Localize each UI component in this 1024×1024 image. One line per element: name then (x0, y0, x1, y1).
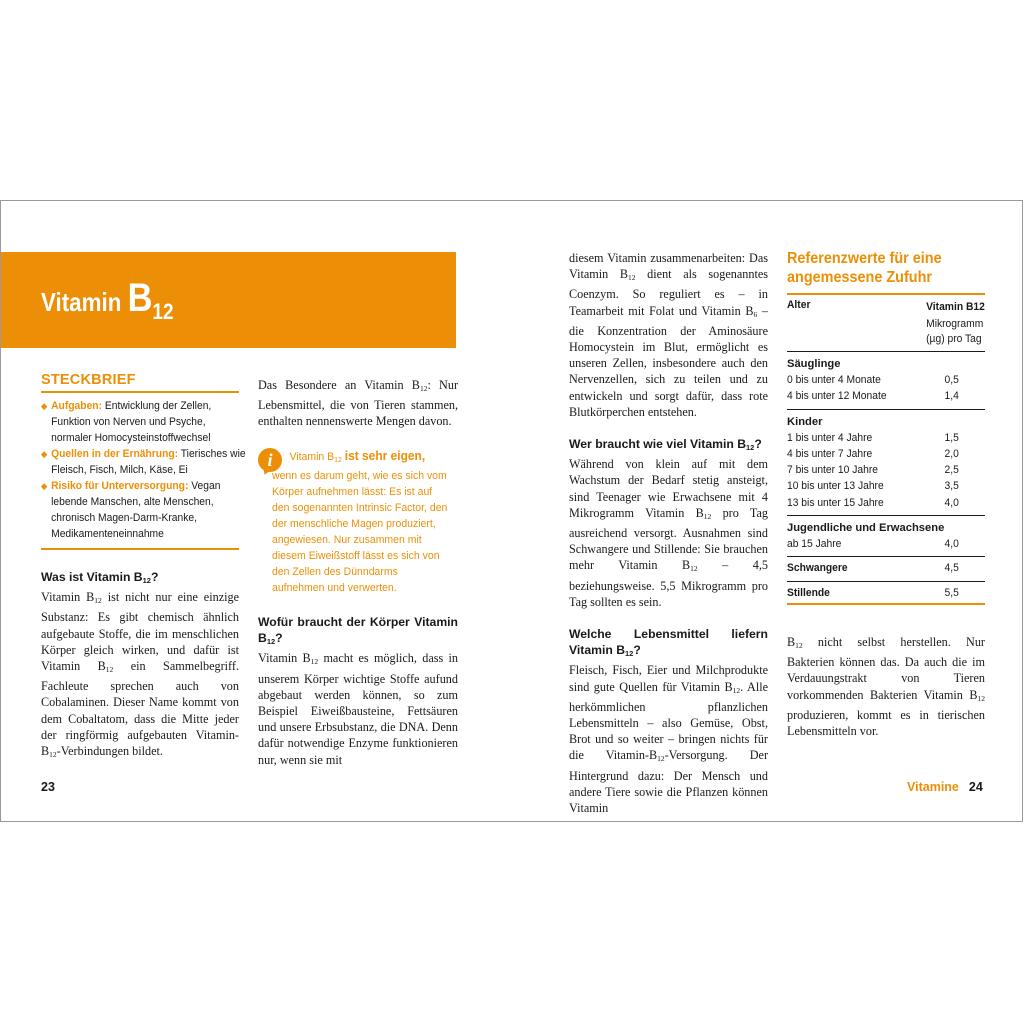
table-row (787, 536, 985, 552)
row-value: 5,5 (944, 586, 959, 599)
row-value: 4,5 (944, 562, 959, 575)
subscript-number: 12 (419, 384, 428, 393)
row-value: 4,0 (944, 496, 959, 509)
table-row (787, 582, 985, 601)
row-age: ab 15 Jahre (787, 538, 842, 551)
table-row (787, 462, 985, 478)
title-letter: B (127, 276, 153, 320)
subscript-number: 12 (625, 649, 634, 659)
body-text: Das Besondere an Vitamin B12: Nur Lebensmittel, die von Tieren stammen, enthalten nennenswerte Mengen davon. (258, 378, 459, 429)
table-row (787, 388, 985, 404)
steckbrief-item-label: Risiko für Unterversorgung: (51, 480, 189, 492)
reference-header (787, 295, 985, 347)
running-footer (907, 780, 983, 794)
table-row (787, 372, 985, 388)
subscript-number: 12 (690, 564, 698, 574)
column-1 (41, 569, 239, 763)
steckbrief-item-text: Tierisches wie Fleisch, Fisch, Milch, Käse, Ei (51, 448, 246, 476)
steckbrief-item (41, 446, 248, 478)
row-value: 3,5 (944, 480, 959, 493)
diamond-bullet-icon: ◆ (41, 449, 48, 459)
subscript-number: 12 (795, 641, 803, 650)
reference-title-line: Referenzwerte für eine (787, 250, 942, 267)
subscript-number: 12 (657, 754, 665, 764)
subscript-number: 6 (753, 309, 758, 319)
row-age: 4 bis unter 12 Monate (787, 390, 887, 403)
header-age: Alter (787, 299, 811, 311)
header-value-block (926, 299, 985, 347)
steckbrief-rule (41, 548, 239, 550)
row-value: 2,0 (944, 447, 959, 460)
subscript-number: 12 (49, 750, 57, 760)
info-body: wenn es darum geht, wie es sich vom Körper aufnehmen lässt: Es ist auf den sogenannten Intrinsic Factor, den der menschliche Magen produziert, angewiesen. Nur zusammen mit diesem Eiweißstoff lässt es sich von den Zellen des Dünndarms aufnehmen und verwerten. (272, 470, 448, 594)
row-value: 0,5 (944, 374, 959, 386)
row-age: 10 bis unter 13 Jahre (787, 480, 884, 493)
steckbrief-item-label: Quellen in der Ernährung: (51, 448, 179, 460)
column-2-lower (258, 614, 458, 768)
title-main: Vitamin (41, 287, 128, 317)
title-subscript: 12 (152, 299, 174, 324)
reference-rule-bottom (787, 603, 985, 605)
row-value: 1,5 (944, 431, 959, 444)
column-2-intro (258, 377, 458, 430)
section-heading: Wer braucht wie viel Vitamin B12? (569, 437, 762, 453)
diamond-bullet-icon: ◆ (41, 401, 48, 411)
reference-title (787, 249, 971, 293)
reference-table (787, 249, 985, 605)
steckbrief-list (41, 398, 246, 542)
column-4 (787, 634, 985, 739)
row-age: 4 bis unter 7 Jahre (787, 447, 873, 460)
info-lead: Vitamin B12 (289, 451, 342, 464)
section-heading: Welche Lebensmittel liefern Vitamin B12? (569, 627, 768, 659)
subscript-number: 12 (977, 693, 985, 703)
row-value: 2,5 (944, 464, 959, 477)
body-text: Während von klein auf mit dem Wachstum der Bedarf stetig ansteigt, sind Teenager wie Erwachsene mit 4 Mikrogramm Vitamin B12 pro Tag ausreichend versorgt. Ausnahmen sind Schwangere und Stillende: Sie brauchen mehr Vitamin B12 – 4,5 beziehungsweise. 5,5 Mikrogramm pro Tag sollten es sein. (569, 457, 768, 609)
steckbrief-item-text: Vegan lebende Manschen, alte Menschen, chronisch Magen-Darm-Kranke, Medikamenteneinnahme (51, 480, 221, 540)
row-value: 1,4 (944, 390, 959, 403)
subscript-number: 12 (142, 576, 151, 585)
info-text (272, 448, 452, 596)
subscript-number: 12 (746, 443, 755, 453)
body-text: Vitamin B12 macht es möglich, dass in unserem Körper wichtige Stoffe aufund abgebaut werden können, so zum Beispiel Eiweißbausteine, Fettsäuren und unsere Erbsubstanz, die DNA. Denn dafür notwendige Enzyme funktionieren nur, wenn sie mit (258, 651, 459, 767)
steckbrief-item-label: Aufgaben: (51, 400, 103, 412)
info-box (258, 448, 458, 596)
column-3 (569, 250, 768, 816)
group-heading: Jugendliche und Erwachsene (787, 522, 945, 535)
body-text: diesem Vitamin zusammenarbeiten: Das Vitamin B12 dient als sogenanntes Coenzym. So reguliert es – in Teamarbeit mit Folat und Vitamin B6 – die Konzentration der Aminosäure Homocystein im Blut, ermöglicht es unseren Zellen, insbesondere auch den Nervenzellen, sich zu teilen und zu entwickeln und sorgt dafür, dass rote Blutkörperchen entstehen. (569, 251, 768, 419)
row-age: 7 bis unter 10 Jahre (787, 464, 878, 477)
section-name: Vitamine (907, 780, 959, 794)
subscript-number: 12 (703, 511, 712, 521)
body-text: B12 nicht selbst herstellen. Nur Bakterien können das. Da auch die im Verdauungstrakt von Tieren vorkommenden Bakterien Vitamin B12 produzieren, kommt es in tierischen Lebensmitteln vor. (787, 635, 985, 739)
section-heading: Was ist Vitamin B12? (41, 570, 159, 585)
page-number-right: 24 (968, 780, 983, 794)
body-text: Fleisch, Fisch, Eier und Milchprodukte sind gute Quellen für Vitamin B12. Alle herkömmlichen pflanzlichen Lebensmitteln – also Gemüse, Obst, Brot und so weiter – bringen nichts für die Vitamin-B12-Versorgung. Der Hintergrund dazu: Der Mensch und andere Tiere sowie die Pflanzen können Vitamin (569, 663, 769, 816)
row-age: Schwangere (787, 562, 848, 575)
table-row (787, 557, 985, 576)
title-band (1, 252, 456, 348)
steckbrief-heading: STECKBRIEF (41, 372, 239, 393)
header-unit: Mikrogramm (µg) pro Tag (926, 318, 984, 345)
steckbrief-item (41, 478, 248, 542)
steckbrief-box (41, 372, 246, 550)
subscript-number: 12 (105, 665, 114, 675)
info-icon: i (258, 448, 282, 472)
page-number-left: 23 (41, 780, 55, 794)
body-text: Vitamin B12 ist nicht nur eine einzige Substanz: Es gibt chemisch ähnlich aufgebaute Stoffe, die im menschlichen Körper gleich wirken, und dafür ist Vitamin B12 ein Sammelbegriff. Fachleute sprechen auch von Cobalaminen. Dieser Name kommt von dem Cobaltatom, dass die Mitte jeder der ringförmig aufgebauten Vitamin-B12-Verbindungen bildet. (41, 590, 239, 760)
table-row (787, 430, 985, 446)
subscript-number: 12 (334, 455, 342, 464)
group-heading: Säuglinge (787, 358, 841, 370)
row-age: 0 bis unter 4 Monate (787, 374, 881, 386)
section-heading: Wofür braucht der Körper Vitamin B12? (258, 615, 458, 647)
table-row (787, 495, 985, 511)
row-value: 4,0 (944, 538, 959, 551)
steckbrief-item-text: Entwicklung der Zellen, Funktion von Nerven und Psyche, normaler Homocysteinstoffwechsel (51, 400, 212, 444)
row-age: 1 bis unter 4 Jahre (787, 431, 873, 444)
page-title (41, 276, 174, 324)
row-age: 13 bis unter 15 Jahre (787, 496, 884, 509)
table-row (787, 446, 985, 462)
row-age: Stillende (787, 586, 830, 599)
subscript-number: 12 (266, 637, 276, 647)
diamond-bullet-icon: ◆ (41, 481, 48, 491)
header-value: Vitamin B12 (926, 301, 985, 313)
table-row (787, 478, 985, 494)
info-lead-bold: ist sehr eigen, (344, 448, 426, 463)
subscript-number: 12 (628, 273, 636, 283)
subscript-number: 12 (732, 685, 741, 695)
reference-title-line: angemessene Zufuhr (787, 269, 932, 286)
book-spread (0, 200, 1023, 822)
steckbrief-item (41, 398, 248, 446)
subscript-number: 12 (310, 657, 319, 667)
subscript-number: 12 (94, 596, 102, 606)
group-heading: Kinder (787, 415, 823, 428)
